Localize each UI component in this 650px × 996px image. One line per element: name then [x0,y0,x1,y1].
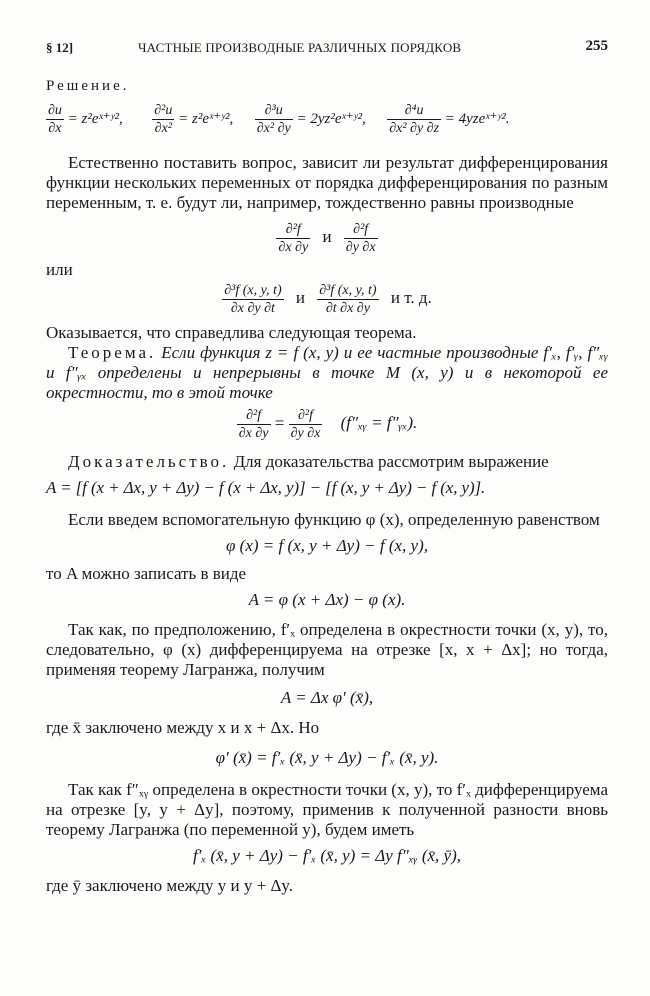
equation-A: A = [f (x + Δx, y + Δy) − f (x + Δx, y)] − [f (x, y + Δy) − f (x, y)]. [46,478,486,497]
paragraph-rewrite: то A можно записать в виде [46,564,247,583]
theorem-label: Теорема. [68,343,157,362]
equation-phi-prime: φ′ (x̄) = f′ₓ (x̄, y + Δy) − f′ₓ (x̄, y). [215,748,439,767]
paragraph-theorem-intro: Оказывается, что справедлива следующая теорема. [46,323,417,342]
running-header [46,30,608,56]
paragraph-between: где x̄ заключено между x и x + Δx. Но [46,718,320,737]
chapter-title: ЧАСТНЫЕ ПРОИЗВОДНЫЕ РАЗЛИЧНЫХ ПОРЯДКОВ [138,40,462,55]
proof-label: Доказательство. [68,452,230,471]
equation-mixed-derivatives: $\frac{\text{∂²f}}{\partial x \partial y}$ и $\frac{\text{∂²f}}{\partial y \partial x}$ [278,222,376,255]
proof [46,452,608,472]
formula-2: $\frac{\text{∂²u}}{\text{∂x²}}$ = z²eˣ⁺ʸ², [154,103,234,136]
equation-lagrange: A = Δx φ′ (x̄), [280,688,374,707]
page-number: 255 [585,38,608,54]
equation-phi: φ (x) = f (x, y + Δy) − f (x, y), [226,536,428,555]
section-ref: § 12] [46,40,74,55]
theorem [46,343,608,403]
formula-4: $\frac{\text{∂⁴u}}{\text{∂x² ∂y ∂z}}$ = 4yzeˣ⁺ʸ². [389,103,510,136]
proof-text: Для доказательства рассмотрим выражение [233,452,549,471]
paragraph-second-lagrange: Так как f″ₓᵧ определена в окрестности точки (x, y), то f′ₓ дифференцируема на отрезке [y, y + Δy], поэтому, применив к полученной разности вновь теорему Лагранжа (по переменной y), будем иметь [46,780,608,839]
equation-third-derivatives: $\frac{\text{∂³f (x, y, t)}}{\partial x \partial y \partial t}$ и $\frac{\text{∂³f (x, y, t)}}{\partial t \partial x \partial y}$ и т. д. [224,283,432,316]
theorem-text: Если функция z = f (x, y) и ее частные производные f′ₓ, f′ᵧ, f″ₓᵧ и f″ᵧₓ определены и непрерывны в точке M (x, y) и в некоторой ее окрестности, то в этой точке [46,343,608,402]
paragraph-lagrange: Так как, по предположению, f′ₓ определена в окрестности точки (x, y), то, следовательно, φ (x) дифференцируема на отрезке [x, x + Δx]; но тогда, применяя теорему Лагранжа, получим [46,620,608,679]
solution-label: Решение. [46,78,130,94]
equation-final: f′ₓ (x̄, y + Δy) − f′ₓ (x̄, y) = Δy f″ₓᵧ (x̄, ȳ), [192,846,462,865]
equation-A-phi: A = φ (x + Δx) − φ (x). [248,590,406,609]
paragraph-question: Естественно поставить вопрос, зависит ли результат дифференцирования функции нескольких переменных от порядка дифференцирования по разным переменным, т. е. будут ли, например, тождественно равны производные [46,153,608,212]
paragraph-auxiliary: Если введем вспомогательную функцию φ (x), определенную равенством [68,510,600,529]
equation-theorem: $\frac{\text{∂²f}}{\partial x \partial y}$ = $\frac{\text{∂²f}}{\partial y \partial x}$ (f″ₓᵧ = f″ᵧₓ). [238,408,418,441]
paragraph-conclusion: где ȳ заключено между y и y + Δy. [46,876,294,895]
solution-formulas [46,102,608,137]
formula-3: $\frac{\text{∂³u}}{\text{∂x² ∂y}}$ = 2yz²eˣ⁺ʸ², [256,103,366,136]
or-label: или [46,260,73,279]
formula-1: $\frac{\partial u}{\partial x}$ = z²eˣ⁺ʸ², [48,103,123,136]
